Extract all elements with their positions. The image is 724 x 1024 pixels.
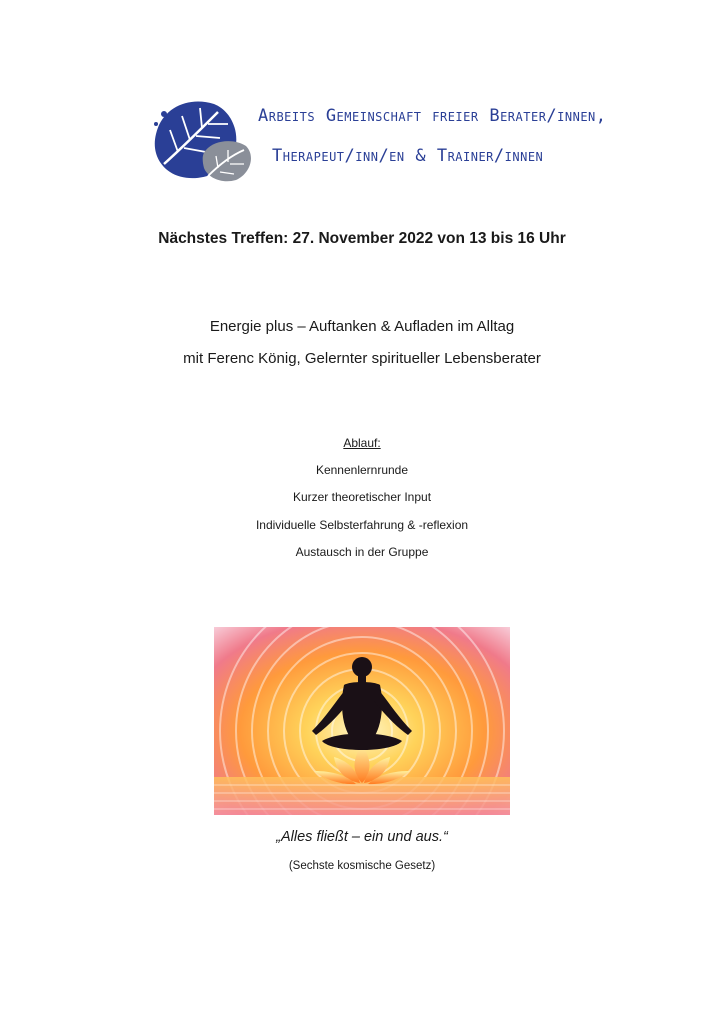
topic-title: Energie plus – Auftanken & Aufladen im Alltag bbox=[209, 318, 515, 335]
meditation-silhouette-icon bbox=[214, 627, 510, 815]
org-name-line-2: Therapeut/inn/en & Trainer/innen bbox=[272, 146, 544, 166]
agenda-item: Austausch in der Gruppe bbox=[295, 545, 429, 559]
agenda-heading: Ablauf: bbox=[343, 436, 381, 450]
meeting-date: Nächstes Treffen: 27. November 2022 von 13 bis 16 Uhr bbox=[158, 230, 566, 247]
quote-source: (Sechste kosmische Gesetz) bbox=[288, 860, 436, 872]
org-header bbox=[148, 94, 607, 186]
leaf-logo-icon bbox=[148, 94, 258, 186]
quote-text: „Alles fließt – ein und aus.“ bbox=[276, 829, 448, 845]
topic-presenter: mit Ferenc König, Gelernter spiritueller Lebensberater bbox=[183, 350, 541, 367]
agenda-item: Kurzer theoretischer Input bbox=[292, 490, 432, 504]
agenda-item: Kennenlernrunde bbox=[315, 463, 409, 477]
org-name-line-1: Arbeits Gemeinschaft freier Berater/innen, bbox=[258, 106, 607, 126]
meditation-picture bbox=[214, 627, 510, 815]
agenda-item: Individuelle Selbsterfahrung & -reflexion bbox=[255, 518, 469, 532]
